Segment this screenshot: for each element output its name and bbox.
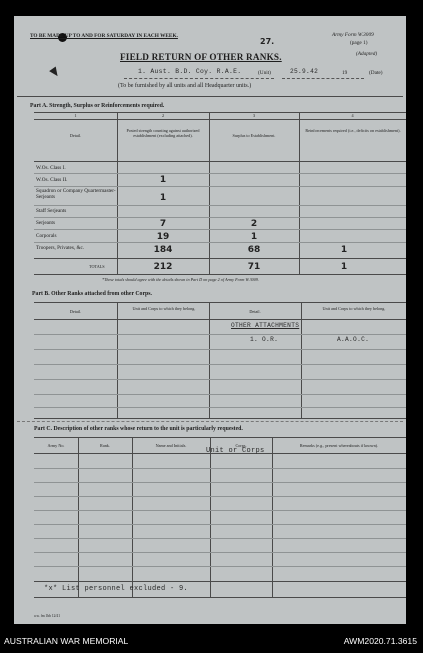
footer <box>0 632 423 653</box>
row-label-wo2: W.Os. Class II. <box>36 177 68 183</box>
part-c-col-corps: Corps. <box>235 443 247 448</box>
surplus-corporals: 1 <box>250 232 258 242</box>
surplus-serjeants: 2 <box>250 219 258 229</box>
field-return-form <box>14 16 406 624</box>
row-label-staff-serjeants: Staff Serjeants <box>36 208 67 214</box>
posted-cqms: 1 <box>159 193 167 203</box>
perforation <box>17 421 403 422</box>
part-b-col-unit-2: Unit and Corps to which they belong. <box>322 306 386 311</box>
unit-label: (Unit) <box>258 70 271 76</box>
part-c-col-army-no: Army No. <box>47 443 65 448</box>
attachments-detail: 1. O.R. <box>250 336 279 343</box>
posted-corporals: 19 <box>156 232 170 242</box>
posted-serjeants: 7 <box>159 219 167 229</box>
attachments-unit: A.A.O.C. <box>337 336 370 343</box>
cursor-mark <box>49 67 61 79</box>
divider-top <box>17 96 403 97</box>
col-number-4: 4 <box>351 113 354 118</box>
row-label-troopers: Troopers, Privates, &c. <box>36 245 85 251</box>
adapted-note: (Adapted) <box>356 51 378 57</box>
row-label-wo1: W.Os. Class I. <box>36 165 66 171</box>
surplus-troopers: 68 <box>247 245 261 255</box>
form-id: Army Form W.3009 <box>332 32 374 38</box>
col-header-surplus: Surplus to Establishment. <box>232 133 276 138</box>
unit-value: 1. Aust. B.D. Coy. R.A.E. <box>138 68 242 75</box>
total-posted: 212 <box>153 262 173 272</box>
reinf-troopers: 1 <box>340 245 348 255</box>
part-c-title: Part C. Description of other ranks whose return to the unit is particularly requested. <box>34 426 243 432</box>
totals-label: TOTALS <box>89 264 105 269</box>
col-header-reinforcements: Reinforcements required (i.e., deficits on establishment). <box>305 128 401 133</box>
col-number-1: 1 <box>74 113 77 118</box>
date-label: (Date) <box>369 70 383 76</box>
col-header-detail: Detail. <box>69 133 82 138</box>
furnished-note: (To be furnished by all units and all Headquarter units.) <box>118 83 252 89</box>
part-c-col-remarks: Remarks (e.g., present whereabouts if known). <box>299 443 379 448</box>
footer-left: AUSTRALIAN WAR MEMORIAL <box>4 636 129 646</box>
page-number: (page 1) <box>350 40 368 46</box>
posted-wo2: 1 <box>159 175 167 185</box>
part-a-title: Part A. Strength, Surplus or Reinforcements required. <box>30 103 165 109</box>
unit-line <box>124 78 274 79</box>
part-b-title: Part B. Other Ranks attached from other Corps. <box>32 291 152 297</box>
printer-mark: a.w. fm 1bb 12/41 <box>34 614 61 618</box>
part-b-col-detail-2: Detail. <box>249 309 261 314</box>
footer-right: AWM2020.71.3615 <box>343 636 417 646</box>
row-label-cqms: Squadron or Company Quartermaster-Serjeants <box>36 188 116 200</box>
total-reinf: 1 <box>340 262 348 272</box>
posted-troopers: 184 <box>153 245 173 255</box>
sheet-number: 27. <box>260 37 275 46</box>
year-prefix: 19 <box>342 70 348 76</box>
top-instruction: TO BE MADE UP TO AND FOR SATURDAY IN EACH WEEK. <box>30 33 178 39</box>
part-b-col-detail-1: Detail. <box>69 309 82 314</box>
totals-note: *These totals should agree with the details shown in Part D on page 2 of Army Form W.3009. <box>102 277 259 282</box>
part-c-col-rank: Rank. <box>100 443 110 448</box>
attachments-heading: OTHER ATTACHMENTS <box>231 322 300 329</box>
date-value: 25.9.42 <box>290 68 319 75</box>
form-title: FIELD RETURN OF OTHER RANKS. <box>120 52 282 62</box>
col-number-3: 3 <box>252 113 256 118</box>
part-c-col-name: Name and Initials. <box>155 443 187 448</box>
part-b-col-unit-1: Unit and Corps to which they belong. <box>132 306 196 311</box>
part-c-corps-entry: Unit or Corps <box>206 447 265 455</box>
col-header-posted: Posted strength counting against authorized establishment (excluding attached). <box>126 128 200 138</box>
row-label-serjeants: Serjeants <box>36 220 56 226</box>
row-label-corporals: Corporals <box>36 233 57 239</box>
col-number-2: 2 <box>161 113 165 118</box>
part-c-bottom-note: *x* List personnel excluded - 9. <box>44 585 189 593</box>
date-line <box>282 78 364 79</box>
total-surplus: 71 <box>247 262 261 272</box>
